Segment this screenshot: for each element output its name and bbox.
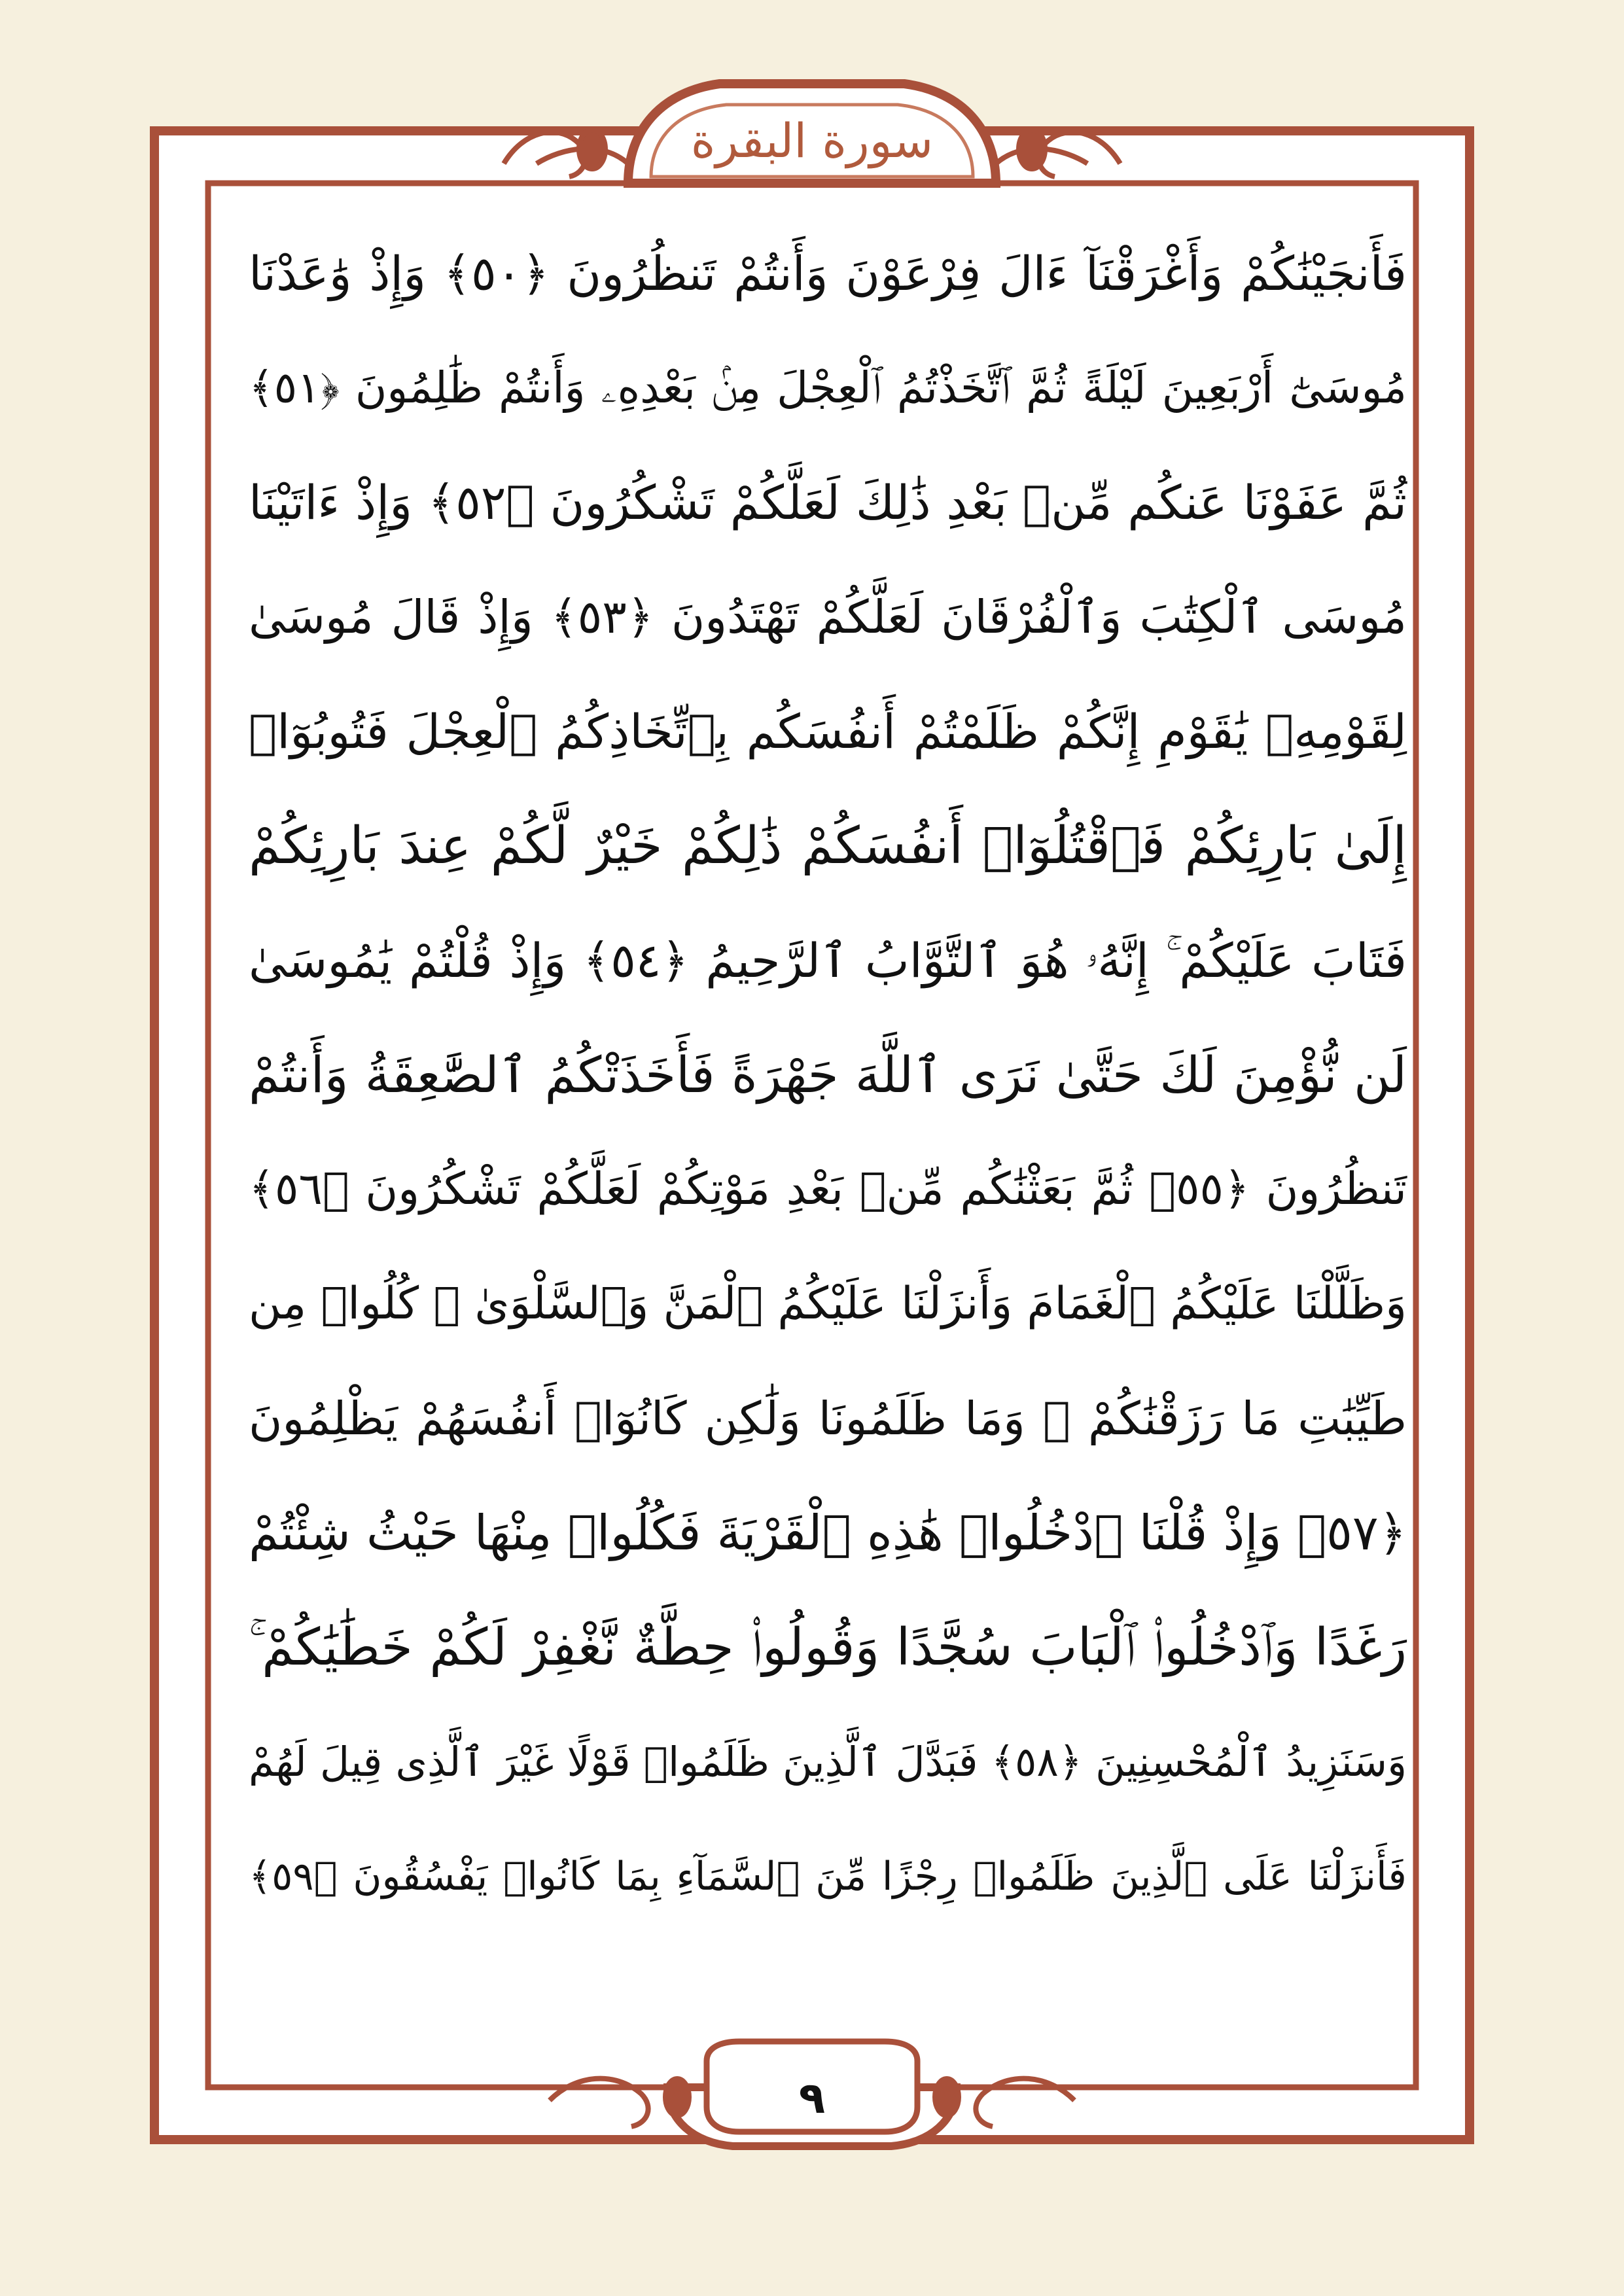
line-text: طَيِّبَٰتِ مَا رَزَقْنَٰكُمْ ۖ وَمَا ظَلَمُونَا وَلَٰكِن كَانُوٓا۟ أَنفُسَهُمْ يَظْلِمُونَ xyxy=(249,1391,1407,1445)
page-number: ٩ xyxy=(798,2073,826,2123)
line-text: إِلَىٰ بَارِئِكُمْ فَٱقْتُلُوٓا۟ أَنفُسَكُمْ ذَٰلِكُمْ خَيْرٌ لَّكُمْ عِندَ بَارِئِكُمْ xyxy=(249,816,1407,875)
line-text: لَن نُّؤْمِنَ لَكَ حَتَّىٰ نَرَى ٱللَّهَ جَهْرَةً فَأَخَذَتْكُمُ ٱلصَّٰعِقَةُ وَأَنتُمْ xyxy=(249,1045,1407,1104)
text-line xyxy=(249,1017,1407,1132)
line-text: لِقَوْمِهِۦ يَٰقَوْمِ إِنَّكُمْ ظَلَمْتُمْ أَنفُسَكُم بِٱتِّخَاذِكُمُ ٱلْعِجْلَ فَتُوبُوٓا۟ xyxy=(249,703,1407,759)
text-line xyxy=(249,788,1407,903)
text-line xyxy=(249,1590,1407,1704)
text-line xyxy=(249,1704,1407,1819)
text-line xyxy=(249,1475,1407,1590)
line-text: ثُمَّ عَفَوْنَا عَنكُم مِّنۢ بَعْدِ ذَٰلِكَ لَعَلَّكُمْ تَشْكُرُونَ ﴿٥٢﴾ وَإِذْ ءَاتَيْنَا xyxy=(249,474,1407,530)
text-line xyxy=(249,674,1407,788)
text-line xyxy=(249,330,1407,445)
text-line xyxy=(249,445,1407,559)
text-line xyxy=(249,559,1407,674)
line-text: مُوسَىٰٓ أَرْبَعِينَ لَيْلَةً ثُمَّ ٱتَّخَذْتُمُ ٱلْعِجْلَ مِنۢ بَعْدِهِۦ وَأَنتُمْ ظَٰلِمُونَ ﴿٥١﴾ xyxy=(249,362,1407,413)
text-line xyxy=(249,216,1407,330)
line-text: فَتَابَ عَلَيْكُمْ ۚ إِنَّهُۥ هُوَ ٱلتَّوَّابُ ٱلرَّحِيمُ ﴿٥٤﴾ وَإِذْ قُلْتُمْ يَٰمُوسَىٰ xyxy=(249,932,1407,988)
text-line xyxy=(249,1246,1407,1361)
line-text: فَأَنزَلْنَا عَلَى ٱلَّذِينَ ظَلَمُوا۟ رِجْزًا مِّنَ ٱلسَّمَآءِ بِمَا كَانُوا۟ يَفْسُقُونَ ﴿٥٩﴾ xyxy=(249,1853,1407,1899)
line-text: رَغَدًا وَٱدْخُلُوا۟ ٱلْبَابَ سُجَّدًا وَقُولُوا۟ حِطَّةٌ نَّغْفِرْ لَكُمْ خَطَٰيَٰكُمْ ۚ xyxy=(249,1617,1407,1677)
line-text: وَظَلَّلْنَا عَلَيْكُمُ ٱلْغَمَامَ وَأَنزَلْنَا عَلَيْكُمُ ٱلْمَنَّ وَٱلسَّلْوَىٰ ۖ كُلُوا۟ مِن xyxy=(249,1277,1407,1330)
text-line xyxy=(249,1361,1407,1475)
text-line xyxy=(249,903,1407,1017)
line-text: وَسَنَزِيدُ ٱلْمُحْسِنِينَ ﴿٥٨﴾ فَبَدَّلَ ٱلَّذِينَ ظَلَمُوا۟ قَوْلًا غَيْرَ ٱلَّذِى قِيلَ لَهُمْ xyxy=(249,1737,1407,1786)
line-text: ﴿٥٧﴾ وَإِذْ قُلْنَا ٱدْخُلُوا۟ هَٰذِهِ ٱلْقَرْيَةَ فَكُلُوا۟ مِنْهَا حَيْثُ شِئْتُمْ xyxy=(249,1504,1407,1561)
line-text: مُوسَى ٱلْكِتَٰبَ وَٱلْفُرْقَانَ لَعَلَّكُمْ تَهْتَدُونَ ﴿٥٣﴾ وَإِذْ قَالَ مُوسَىٰ xyxy=(249,590,1407,644)
quran-text-block xyxy=(249,216,1407,2048)
text-line xyxy=(249,1819,1407,1934)
line-text: تَنظُرُونَ ﴿٥٥﴾ ثُمَّ بَعَثْنَٰكُم مِّنۢ بَعْدِ مَوْتِكُمْ لَعَلَّكُمْ تَشْكُرُونَ ﴿٥٦﴾ xyxy=(249,1163,1407,1215)
text-line xyxy=(249,1132,1407,1246)
surah-title: سورة البقرة xyxy=(690,113,934,168)
line-text: فَأَنجَيْنَٰكُمْ وَأَغْرَقْنَآ ءَالَ فِرْعَوْنَ وَأَنتُمْ تَنظُرُونَ ﴿٥٠﴾ وَإِذْ وَٰعَدْنَا xyxy=(249,245,1407,301)
